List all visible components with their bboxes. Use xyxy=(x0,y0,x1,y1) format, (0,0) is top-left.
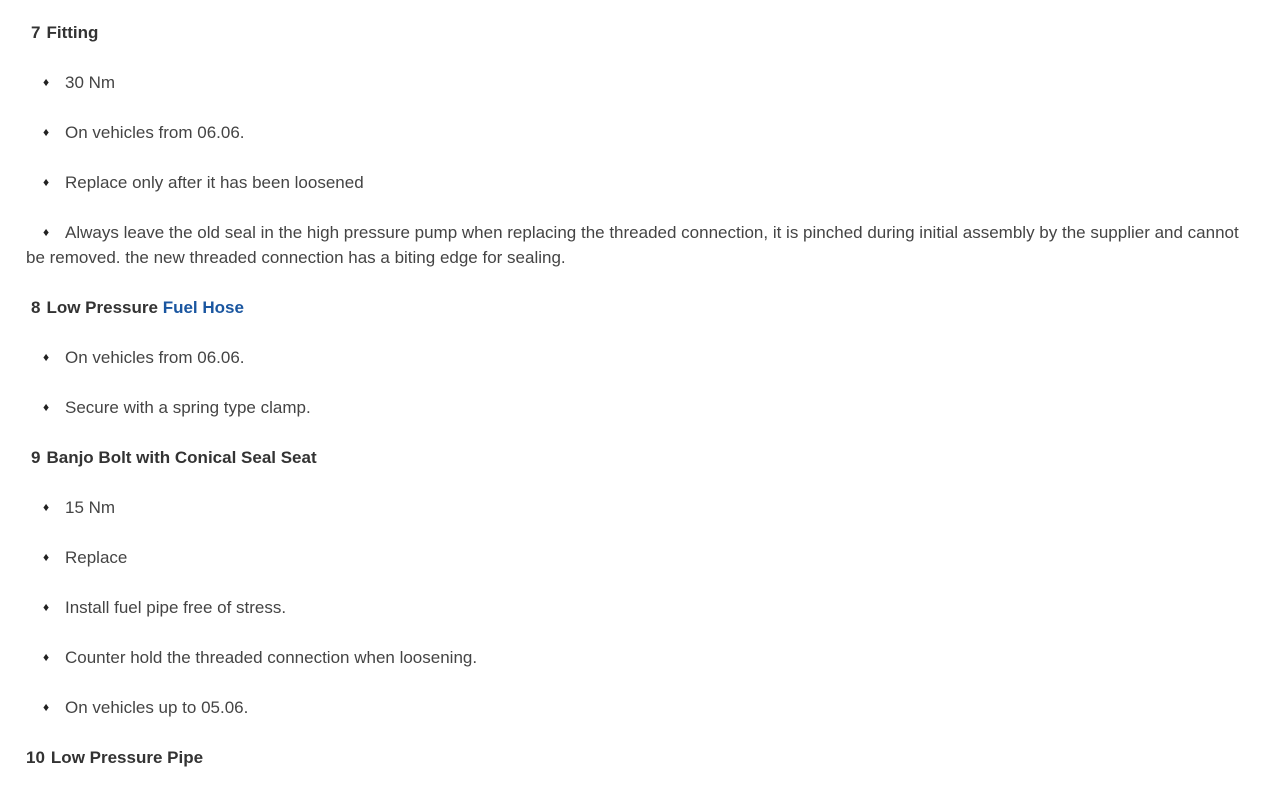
fuel-hose-link[interactable]: Fuel Hose xyxy=(162,298,244,317)
list-item xyxy=(26,170,1243,195)
section-title: Low Pressure xyxy=(46,298,158,317)
list-item-text: Replace xyxy=(65,548,128,567)
list-item-text: On vehicles from 06.06. xyxy=(65,348,245,367)
section-heading-7 xyxy=(26,20,98,45)
diamond-bullet-icon: ♦ xyxy=(43,350,50,364)
list-item-text: On vehicles up to 05.06. xyxy=(65,698,249,717)
section-number: 10 xyxy=(26,748,45,767)
section-heading-9 xyxy=(26,445,317,470)
section-number: 9 xyxy=(31,448,41,467)
list-item xyxy=(26,595,1243,620)
list-item xyxy=(26,645,1243,670)
diamond-bullet-icon: ♦ xyxy=(43,225,50,239)
section-title: Low Pressure Pipe xyxy=(50,748,204,767)
diamond-bullet-icon: ♦ xyxy=(43,400,50,414)
diamond-bullet-icon: ♦ xyxy=(43,175,50,189)
section-title: Banjo Bolt with Conical Seal Seat xyxy=(46,448,317,467)
list-item xyxy=(26,345,1243,370)
list-item xyxy=(26,120,1243,145)
diamond-bullet-icon: ♦ xyxy=(43,75,50,89)
section-number: 7 xyxy=(31,23,41,42)
list-item xyxy=(26,545,1243,570)
diamond-bullet-icon: ♦ xyxy=(43,650,50,664)
list-item-text: Secure with a spring type clamp. xyxy=(65,398,311,417)
diamond-bullet-icon: ♦ xyxy=(43,125,50,139)
list-item-text: Always leave the old seal in the high pressure pump when replacing the threaded connection, it is pinched during initial assembly by the supplier and cannot be removed. the new threaded connection has a biting edge for sealing. xyxy=(26,223,1239,267)
list-item-text: 15 Nm xyxy=(65,498,116,517)
list-item xyxy=(26,395,1243,420)
list-item-text: Counter hold the threaded connection when loosening. xyxy=(65,648,478,667)
list-item xyxy=(26,495,1243,520)
section-heading-10 xyxy=(26,745,203,770)
list-item xyxy=(26,695,1243,720)
section-heading-8 xyxy=(26,295,244,320)
list-item-text: Replace only after it has been loosened xyxy=(65,173,364,192)
list-item-text: Install fuel pipe free of stress. xyxy=(65,598,287,617)
diamond-bullet-icon: ♦ xyxy=(43,700,50,714)
list-item xyxy=(26,70,1243,95)
diamond-bullet-icon: ♦ xyxy=(43,550,50,564)
section-number: 8 xyxy=(31,298,41,317)
list-item xyxy=(26,220,1243,270)
section-title: Fitting xyxy=(46,23,99,42)
list-item-text: On vehicles from 06.06. xyxy=(65,123,245,142)
diamond-bullet-icon: ♦ xyxy=(43,500,50,514)
diamond-bullet-icon: ♦ xyxy=(43,600,50,614)
list-item-text: 30 Nm xyxy=(65,73,116,92)
